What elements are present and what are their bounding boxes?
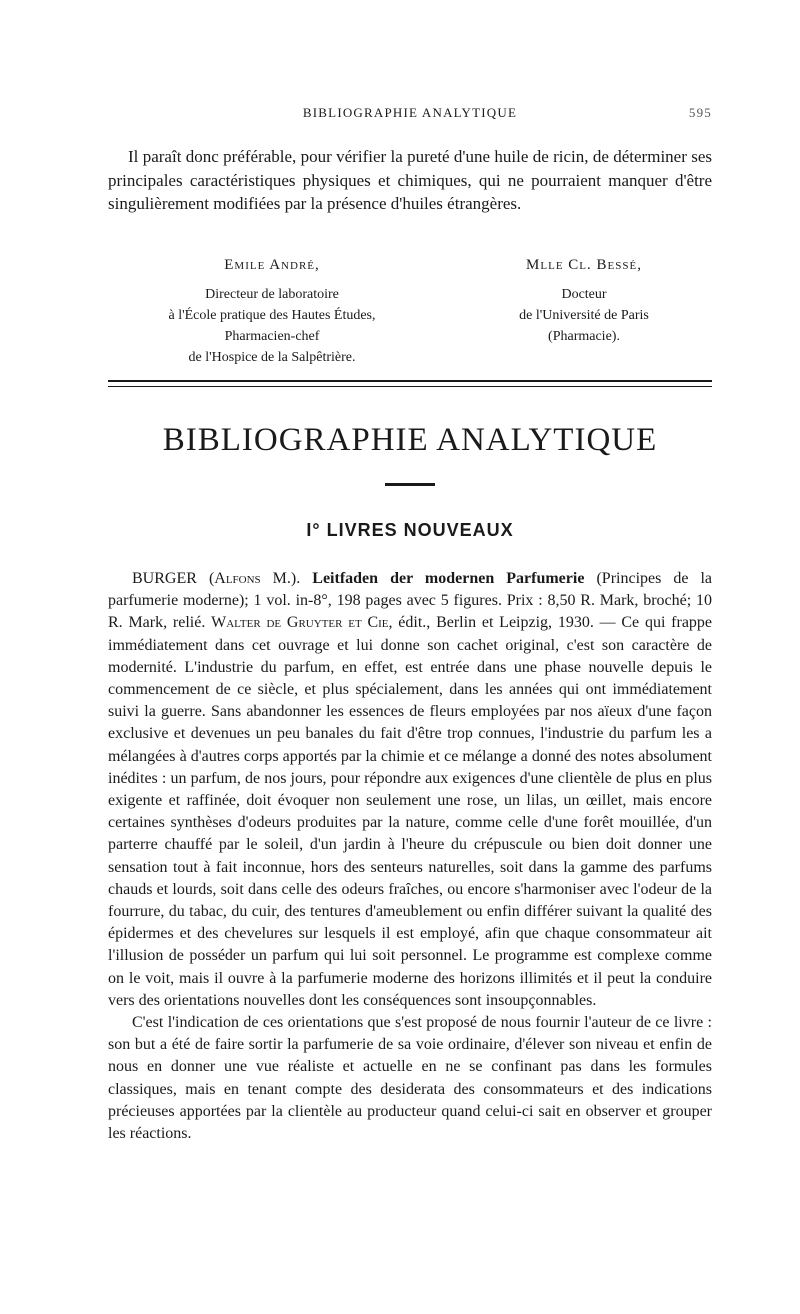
review-paragraph-1: [108, 568, 712, 1012]
publisher: Walter de Gruyter et Cie,: [211, 614, 393, 632]
signature-right: [484, 255, 684, 347]
review-author: BURGER: [132, 570, 197, 587]
signature-right-name: Mlle Cl. Bessé,: [526, 257, 642, 273]
signature-left-line: à l'École pratique des Hautes Études,: [168, 308, 376, 323]
signature-right-line: (Pharmacie).: [548, 329, 620, 344]
page-number: 595: [688, 105, 712, 120]
signature-right-line: Docteur: [561, 287, 607, 302]
section-divider-thin: [108, 386, 712, 387]
running-title: BIBLIOGRAPHIE ANALYTIQUE: [302, 105, 518, 120]
review-paragraph-2: C'est l'indication de ces orientations que s'est proposé de nous fournir l'auteur de ce livre : son but a été de faire sortir la parfumerie de sa voie ordinaire, d'élever son niveau et enfin de nous en donner une vue réaliste et actuelle en ne se confinant pas dans les formules classiques, mais en tenant compte des desiderata des consommateurs et des indications précieuses apportées par la clientèle au producteur quand celui-ci sait en observer et grouper les réactions.: [108, 1014, 712, 1143]
signature-left-line: de l'Hospice de la Salpêtrière.: [188, 350, 356, 365]
signature-left-line: Directeur de laboratoire: [205, 287, 339, 302]
section-title: BIBLIOGRAPHIE ANALYTIQUE: [162, 422, 658, 458]
section-divider-thick: [108, 380, 712, 382]
signature-left: [122, 255, 422, 368]
intro-paragraph: Il paraît donc préférable, pour vérifier la pureté d'une huile de ricin, de déterminer ses principales caractéristiques physiques et chimiques, qui ne pourraient manquer d'être singulièrement modifiées par la présence d'huiles étrangères.: [108, 147, 712, 213]
title-underline: [385, 483, 435, 486]
signature-right-line: de l'Université de Paris: [519, 308, 649, 323]
signature-left-line: Pharmacien-chef: [224, 329, 320, 344]
bibliographic-details: (Principes de la parfumerie moderne); 1 vol. in-8°, 198 pages avec 5 figures. Prix : 8,50 R. Mark, broché; 10 R. Mark, relié.: [108, 570, 713, 632]
book-title: Leitfaden der modernen Parfumerie: [312, 570, 585, 587]
signature-left-name: Emile André,: [224, 257, 320, 273]
review-text: édit., Berlin et Leipzig, 1930. — Ce qui frappe immédiatement dans cet ouvrage et lui donne son cachet original, c'est son caractère de modernité. L'industrie du parfum, en effet, est entrée dans une phase nouvelle depuis le commencement de ce siècle, et plus spécialement, dans les années qui ont immédiatement suivi la guerre. Sans abandonner les essences de fleurs employées par nos aïeux d'une façon exclusive et devenues un peu banales du fait d'être trop connues, l'industrie du parfum les a mélangées à d'autres corps apportés par la chimie et ce mélange a donné des notes absolument inédites : un parfum, de nos jours, pour répondre aux exigences d'une clientèle de plus en plus exigente et raffinée, doit évoquer non seulement une rose, un lilas, un œillet, mais encore certaines synthèses d'odeurs produites par la nature, comme celle d'une forêt mouillée, d'un parterre chauffé par le soleil, d'un jardin à l'heure du crépuscule ou bien doit donner une sensation tout à fait inconnue, hors des senteurs naturelles, soit dans la gamme des parfums chauds et lourds, soit dans celle des odeurs fraîches, ou encore s'harmoniser avec l'odeur de la fourrure, du tabac, du cuir, des tentures d'ameublement ou enfin différer suivant la qualité des épidermes et des chevelures sur lesquels il est employé, afin que chaque consommateur ait l'illusion de posséder un parfum qui lui soit personnel. Le programme est complexe comme on le voit, mais il ouvre à la parfumerie moderne des horizons illimités et il peut la conduire vers des orientations nouvelles dont les conséquences sont insoupçonnables.: [108, 614, 713, 1009]
review-body: [108, 568, 712, 1145]
review-author-first: (Alfons M.).: [208, 570, 301, 587]
running-header: [108, 105, 712, 125]
subsection-title: I° LIVRES NOUVEAUX: [306, 520, 514, 540]
